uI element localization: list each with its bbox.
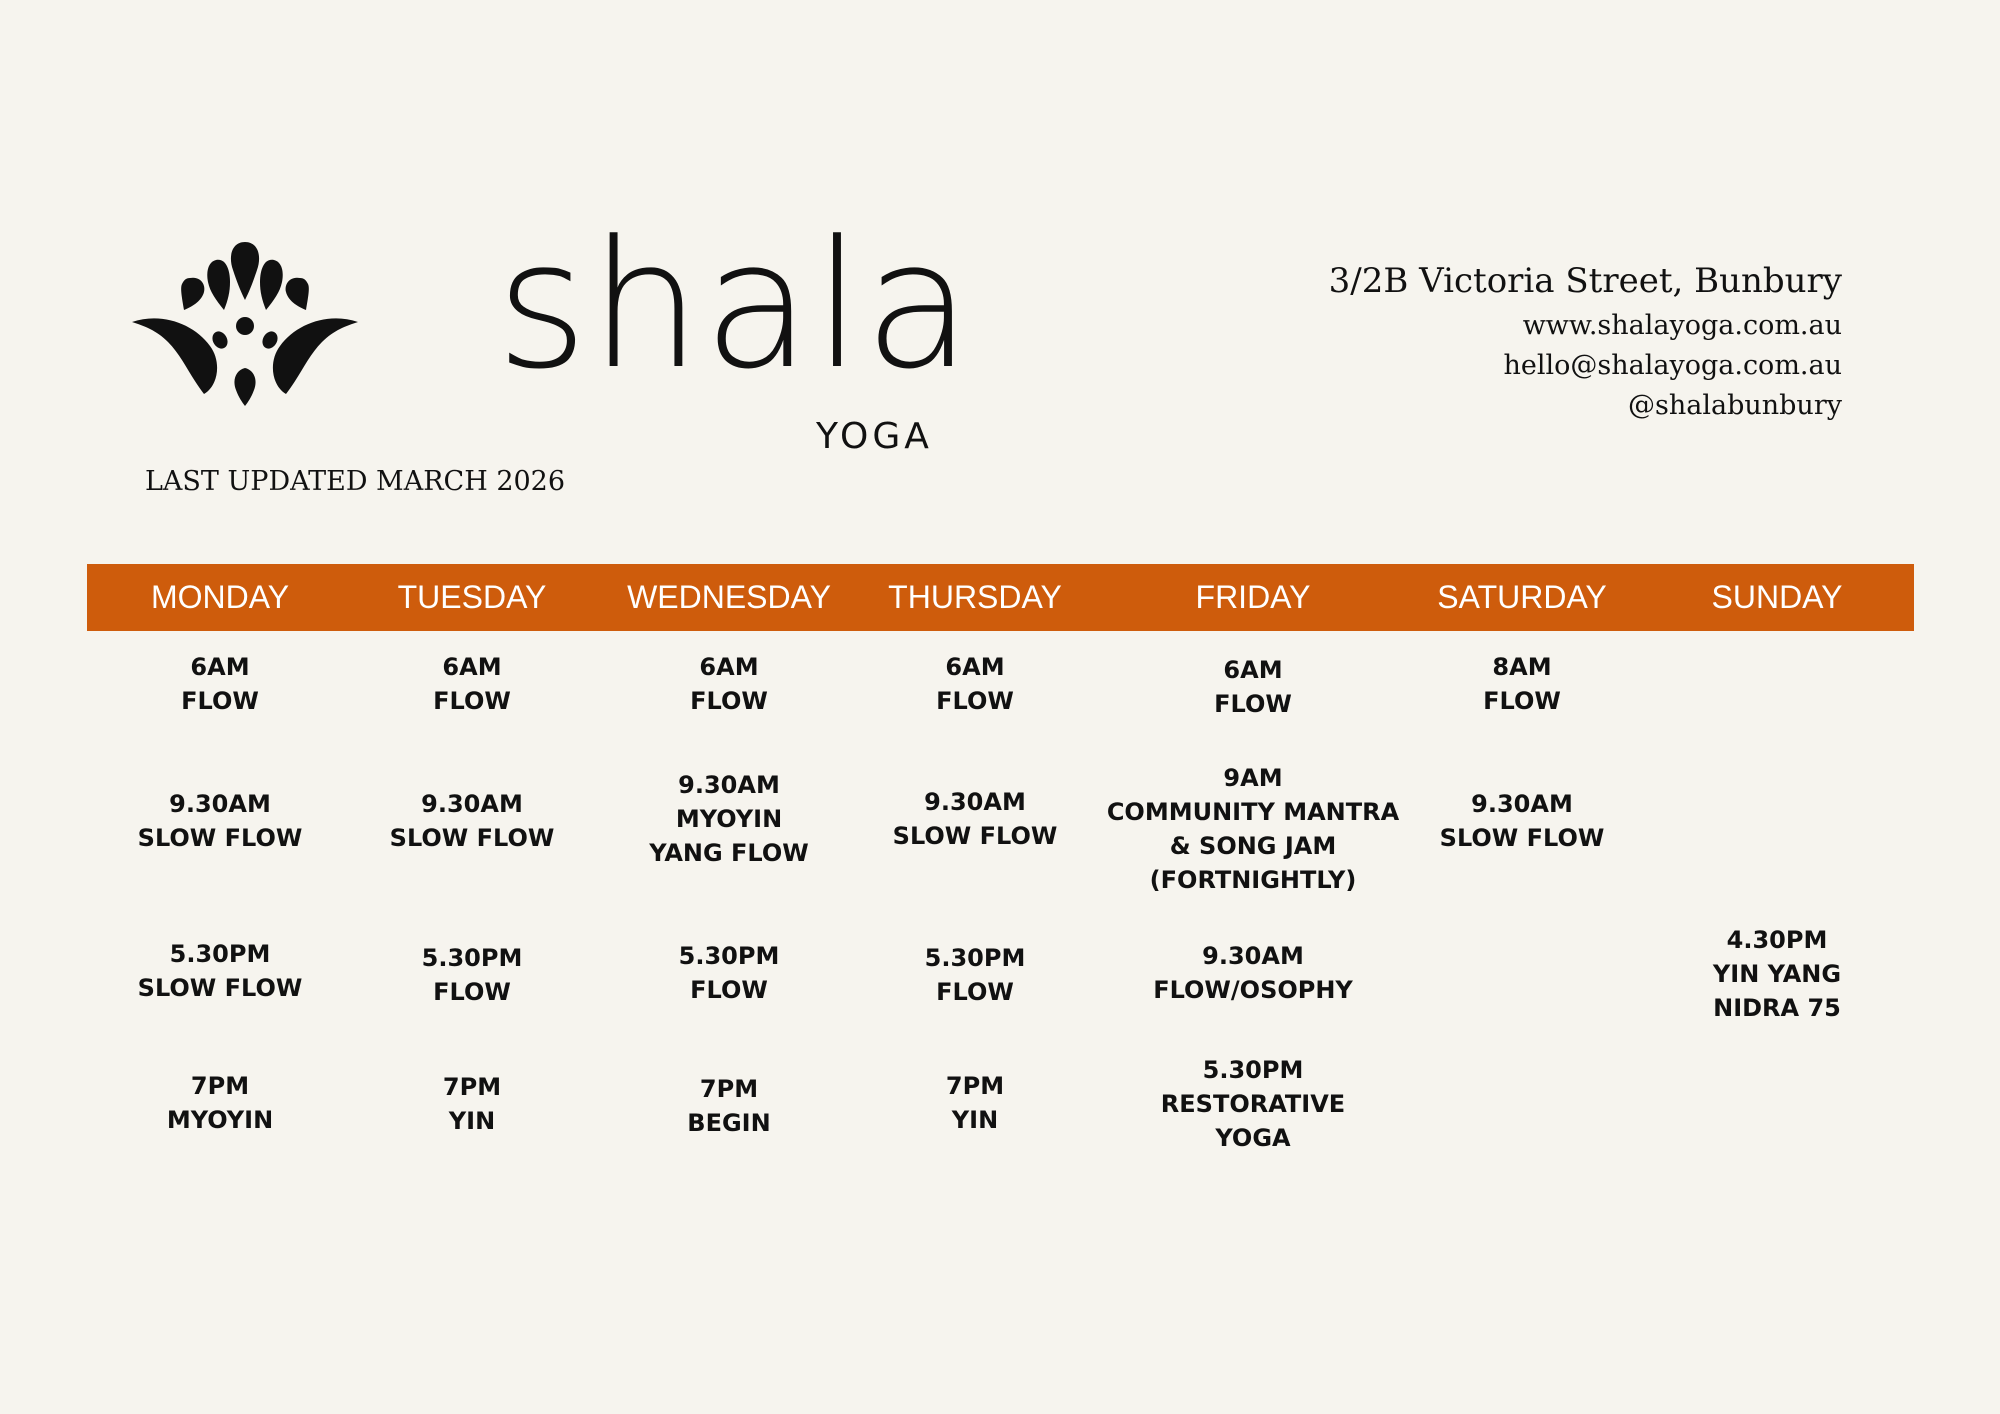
class-session <box>1161 1053 1345 1155</box>
session-name: FLOW <box>936 687 1014 715</box>
session-name: BEGIN <box>687 1109 771 1137</box>
class-session <box>390 787 555 855</box>
session-name: FLOW <box>1214 690 1292 718</box>
session-name: YIN YANG <box>1712 960 1842 988</box>
session-time: 9.30AM <box>678 771 780 799</box>
session-time: 5.30PM <box>678 942 780 970</box>
session-name: FLOW <box>433 687 511 715</box>
session-time: 6AM <box>945 653 1005 681</box>
brand-wordmark: shala <box>496 203 974 408</box>
website-link[interactable]: www.shalayoga.com.au <box>1522 310 1842 341</box>
session-time: 4.30PM <box>1726 926 1828 954</box>
session-name: (FORTNIGHTLY) <box>1149 866 1357 894</box>
session-time: 6AM <box>190 653 250 681</box>
session-name: SLOW FLOW <box>1439 824 1605 852</box>
session-time: 5.30PM <box>169 940 271 968</box>
session-time: 8AM <box>1492 653 1552 681</box>
session-name: YANG FLOW <box>649 839 809 867</box>
class-session <box>1440 787 1605 855</box>
class-session <box>1153 939 1353 1007</box>
day-header-sunday: SUNDAY <box>1711 579 1843 615</box>
class-session <box>679 939 780 1007</box>
class-session <box>1483 650 1561 718</box>
class-session <box>1713 923 1841 1025</box>
session-time: 9.30AM <box>924 788 1026 816</box>
day-header-thursday: THURSDAY <box>888 579 1062 615</box>
session-time: 5.30PM <box>924 944 1026 972</box>
session-time: 9AM <box>1223 764 1283 792</box>
class-session <box>936 650 1014 718</box>
session-time: 9.30AM <box>1202 942 1304 970</box>
session-time: 7PM <box>190 1072 250 1100</box>
class-session <box>433 650 511 718</box>
class-session <box>1214 653 1292 721</box>
day-header-wednesday: WEDNESDAY <box>627 579 831 615</box>
session-name: FLOW <box>690 976 768 1004</box>
class-session <box>422 941 523 1009</box>
session-time: 9.30AM <box>1471 790 1573 818</box>
contact-block <box>1329 256 1842 426</box>
studio-address: 3/2B Victoria Street, Bunbury <box>1328 261 1842 301</box>
session-name: SLOW FLOW <box>892 822 1058 850</box>
class-session <box>138 787 303 855</box>
session-name: YOGA <box>1215 1124 1291 1152</box>
class-session <box>138 937 303 1005</box>
class-session <box>181 650 259 718</box>
class-session <box>893 785 1058 853</box>
class-session <box>443 1070 501 1138</box>
session-time: 6AM <box>699 653 759 681</box>
class-session <box>690 650 768 718</box>
session-name: FLOW <box>936 978 1014 1006</box>
session-time: 7PM <box>945 1072 1005 1100</box>
day-header-monday: MONDAY <box>150 579 290 615</box>
class-session <box>1107 761 1399 897</box>
session-name: SLOW FLOW <box>137 824 303 852</box>
day-header-tuesday: TUESDAY <box>397 579 547 615</box>
session-name: FLOW <box>690 687 768 715</box>
session-time: 5.30PM <box>1202 1056 1304 1084</box>
session-name: YIN <box>448 1107 496 1135</box>
session-name: SLOW FLOW <box>137 974 303 1002</box>
session-name: FLOW <box>181 687 259 715</box>
session-time: 6AM <box>442 653 502 681</box>
session-time: 7PM <box>442 1073 502 1101</box>
day-header-friday: FRIDAY <box>1195 579 1311 615</box>
session-time: 9.30AM <box>169 790 271 818</box>
class-session <box>925 941 1026 1009</box>
social-handle[interactable]: @shalabunbury <box>1628 390 1842 421</box>
lotus-icon <box>132 238 358 408</box>
session-time: 9.30AM <box>421 790 523 818</box>
session-time: 6AM <box>1223 656 1283 684</box>
session-name: RESTORATIVE <box>1160 1090 1346 1118</box>
last-updated-text: LAST UPDATED MARCH 2026 <box>145 466 566 497</box>
session-name: FLOW/OSOPHY <box>1153 976 1353 1004</box>
session-name: YIN <box>951 1106 999 1134</box>
class-session <box>167 1069 273 1137</box>
class-session <box>649 768 809 870</box>
class-session <box>687 1072 770 1140</box>
session-name: & SONG JAM <box>1169 832 1337 860</box>
class-session <box>946 1069 1004 1137</box>
session-time: 7PM <box>699 1075 759 1103</box>
session-name: FLOW <box>433 978 511 1006</box>
email-link[interactable]: hello@shalayoga.com.au <box>1503 350 1842 381</box>
session-time: 5.30PM <box>421 944 523 972</box>
session-name: SLOW FLOW <box>389 824 555 852</box>
session-name: FLOW <box>1483 687 1561 715</box>
session-name: COMMUNITY MANTRA <box>1106 798 1400 826</box>
session-name: MYOYIN <box>675 805 783 833</box>
session-name: MYOYIN <box>166 1106 274 1134</box>
day-header-saturday: SATURDAY <box>1437 579 1607 615</box>
brand-subtitle: YOGA <box>816 416 933 457</box>
session-name: NIDRA 75 <box>1713 994 1841 1022</box>
